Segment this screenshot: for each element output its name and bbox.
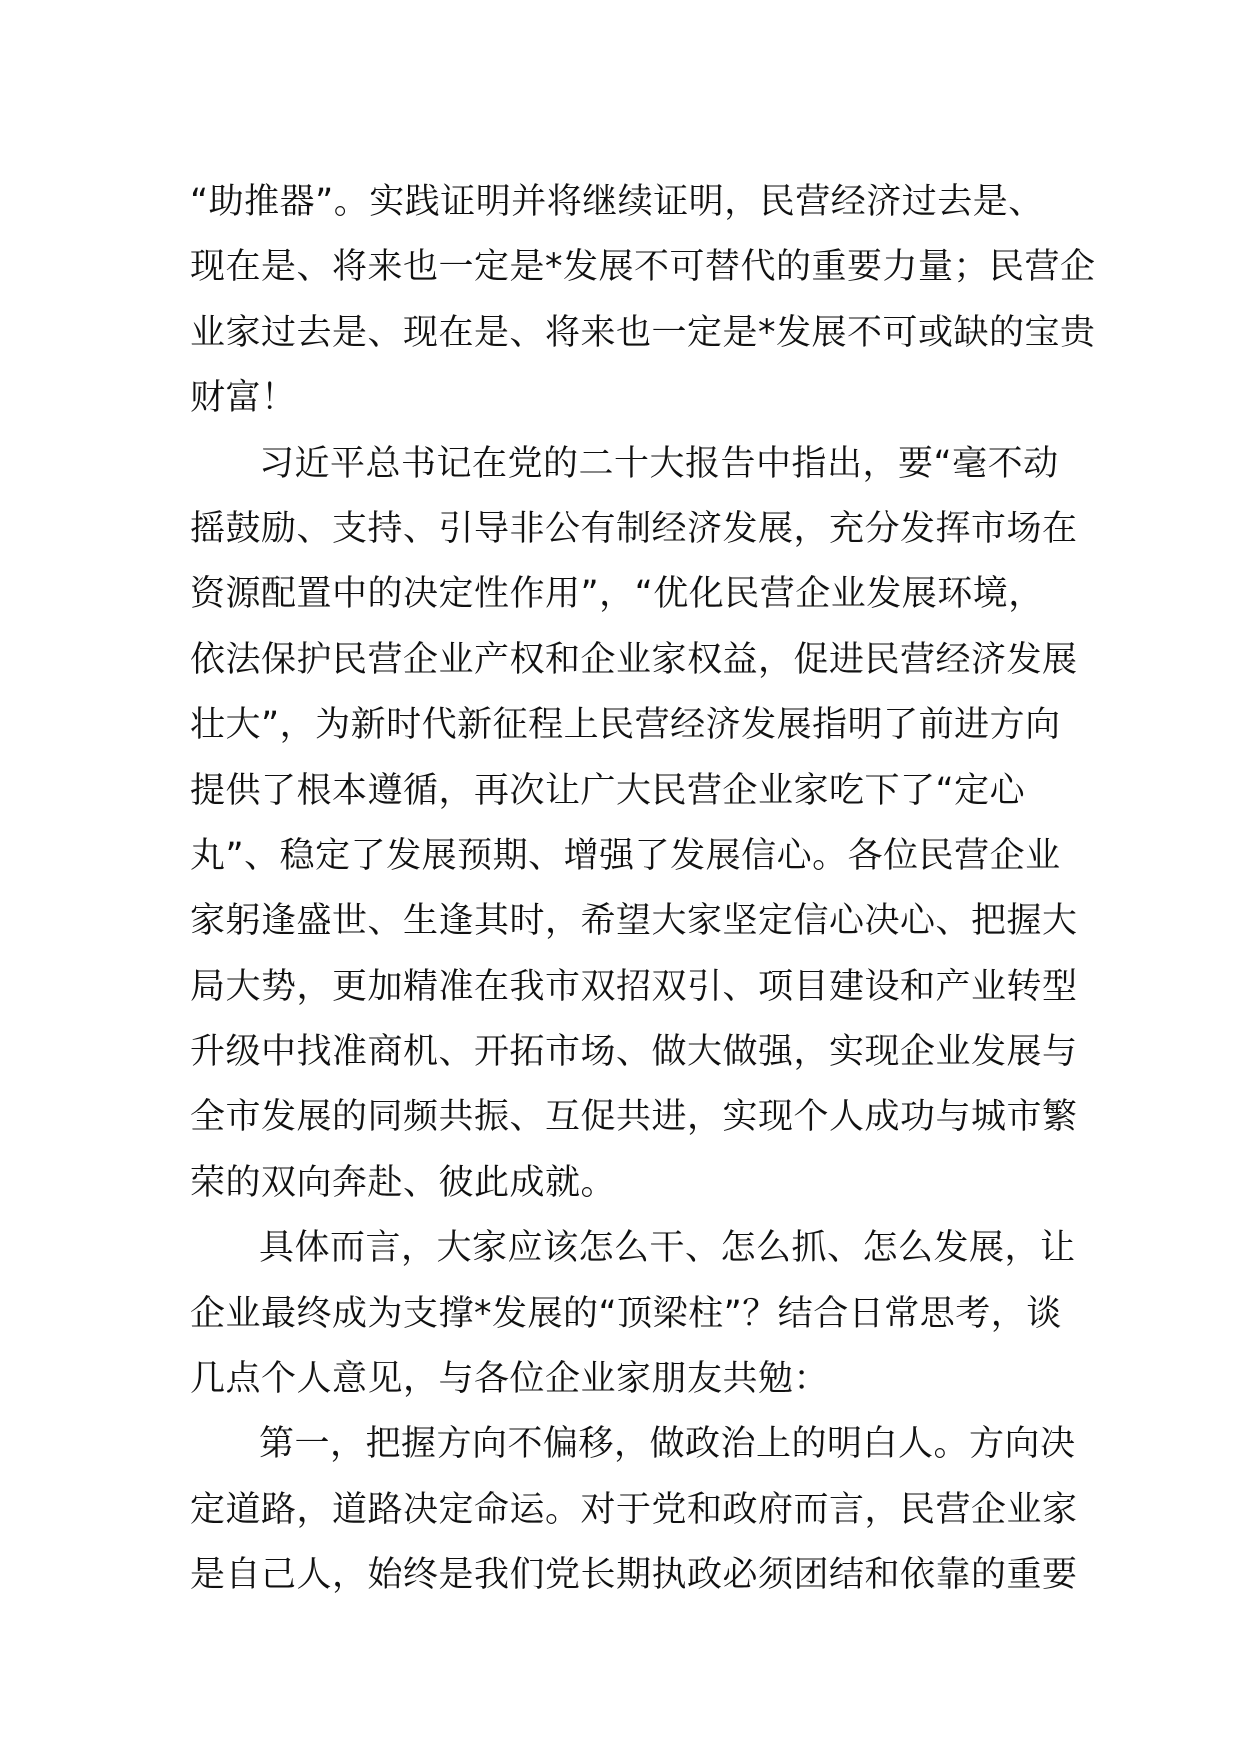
text-line: 具体而言，大家应该怎么干、怎么抓、怎么发展，让: [259, 1228, 1076, 1269]
text-line: 业家过去是、现在是、将来也一定是*发展不可或缺的宝贵: [190, 312, 1096, 353]
text-line: 财富！: [190, 378, 297, 419]
text-line: 资源配置中的决定性作用”，“优化民营企业发展环境，: [190, 574, 1044, 615]
text-line: 第一，把握方向不偏移，做政治上的明白人。方向决: [259, 1424, 1076, 1465]
text-line: 丸”、稳定了发展预期、增强了发展信心。各位民营企业: [190, 835, 1061, 876]
text-line: 企业最终成为支撑*发展的“顶梁柱”？结合日常思考，谈: [190, 1293, 1062, 1334]
text-line: 摇鼓励、支持、引导非公有制经济发展，充分发挥市场在: [190, 508, 1078, 549]
text-line: 家躬逢盛世、生逢其时，希望大家坚定信心决心、把握大: [190, 901, 1078, 942]
text-line: 习近平总书记在党的二十大报告中指出，要“毫不动: [259, 443, 1059, 484]
text-line: 是自己人，始终是我们党长期执政必须团结和依靠的重要: [190, 1555, 1078, 1596]
text-line: 局大势，更加精准在我市双招双引、项目建设和产业转型: [190, 966, 1078, 1007]
text-line: 依法保护民营企业产权和企业家权益，促进民营经济发展: [190, 639, 1078, 680]
text-line: “助推器”。实践证明并将继续证明，民营经济过去是、: [190, 182, 1044, 222]
text-line: 壮大”，为新时代新征程上民营经济发展指明了前进方向: [190, 705, 1061, 746]
text-line: 现在是、将来也一定是*发展不可替代的重要力量；民营企: [190, 247, 1096, 288]
text-line: 荣的双向奔赴、彼此成就。: [190, 1162, 617, 1203]
text-line: 全市发展的同频共振、互促共进，实现个人成功与城市繁: [190, 1097, 1078, 1138]
text-line: 几点个人意见，与各位企业家朋友共勉：: [190, 1359, 830, 1400]
text-line: 定道路，道路决定命运。对于党和政府而言，民营企业家: [190, 1489, 1078, 1530]
body-text: [190, 170, 1096, 1609]
text-line: 升级中找准商机、开拓市场、做大做强，实现企业发展与: [190, 1032, 1078, 1073]
text-line: 提供了根本遵循，再次让广大民营企业家吃下了“定心: [190, 770, 1026, 811]
